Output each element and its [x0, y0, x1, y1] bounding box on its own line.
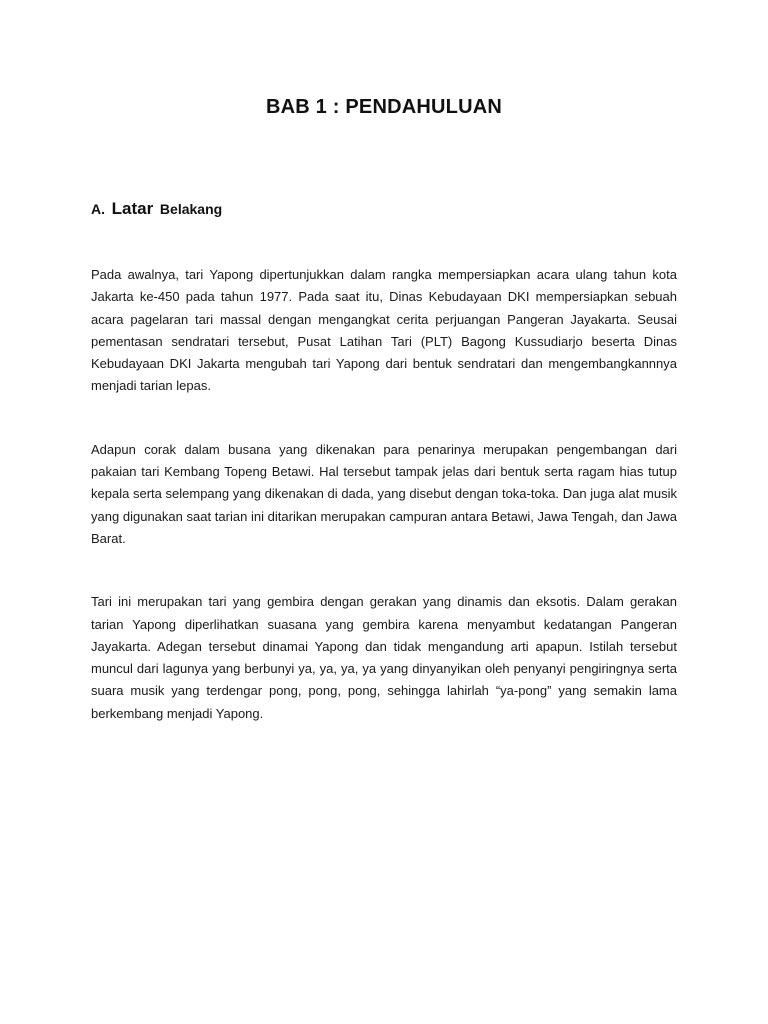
chapter-title: BAB 1 : PENDAHULUAN	[265, 96, 503, 118]
section-letter: A.	[91, 201, 105, 217]
section-heading	[91, 193, 222, 221]
section-title-word-belakang: Belakang	[159, 201, 223, 217]
section-title-word-latar: Latar	[111, 199, 154, 218]
body-text	[91, 264, 677, 725]
paragraph-2: Adapun corak dalam busana yang dikenakan para penarinya merupakan pengembangan dari pakaian tari Kembang Topeng Betawi. Hal tersebut tampak jelas dari bentuk serta ragam hias tutup kepala serta selempang yang dikenakan di dada, yang disebut dengan toka-toka. Dan juga alat musik yang digunakan saat tarian ini ditarikan merupakan campuran antara Betawi, Jawa Tengah, dan Jawa Barat.	[91, 441, 677, 546]
paragraph-3: Tari ini merupakan tari yang gembira dengan gerakan yang dinamis dan eksotis. Dalam gerakan tarian Yapong diperlihatkan suasana yang gembira karena menyambut kedatangan Pangeran Jayakarta. Adegan tersebut dinamai Yapong dan tidak mengandung arti apapun. Istilah tersebut muncul dari lagunya yang berbunyi ya, ya, ya, ya yang dinyanyikan oleh penyanyi pengiringnya serta suara musik yang terdengar pong, pong, pong, sehingga lahirlah “ya-pong” yang semakin lama berkembang menjadi Yapong.	[91, 594, 677, 721]
paragraph-1: Pada awalnya, tari Yapong dipertunjukkan dalam rangka mempersiapkan acara ulang tahun kota Jakarta ke-450 pada tahun 1977. Pada saat itu, Dinas Kebudayaan DKI mempersiapkan sebuah acara pagelaran tari massal dengan mengangkat cerita perjuangan Pangeran Jayakarta. Seusai pementasan sendratari tersebut, Pusat Latihan Tari (PLT) Bagong Kussudiarjo beserta Dinas Kebudayaan DKI Jakarta mengubah tari Yapong dari bentuk sendratari dan mengembangkannnya menjadi tarian lepas.	[91, 267, 677, 394]
